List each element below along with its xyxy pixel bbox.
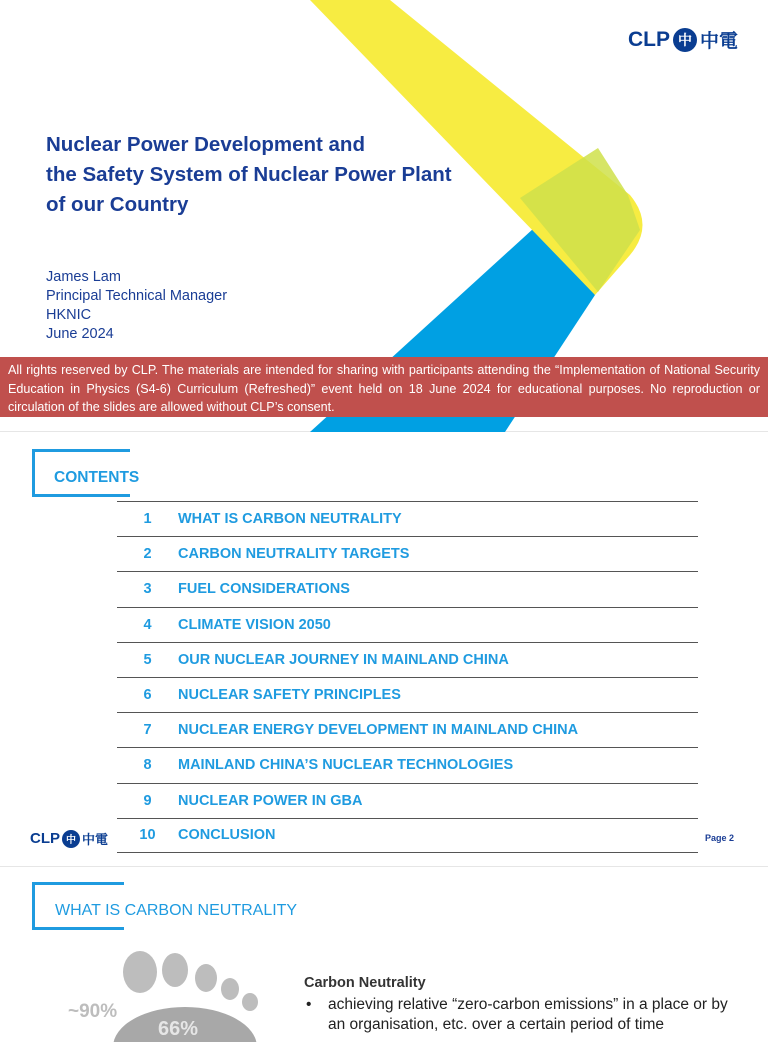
toc-label: NUCLEAR ENERGY DEVELOPMENT IN MAINLAND CHINA (178, 722, 579, 739)
toc-number: 5 (143, 651, 152, 668)
toc-label: CONCLUSION (178, 827, 276, 844)
toc-number: 4 (143, 616, 152, 633)
section-heading: WHAT IS CARBON NEUTRALITY (55, 902, 298, 919)
toc-row[interactable] (117, 677, 698, 712)
table-of-contents (117, 501, 698, 853)
page-number: Page 2 (705, 833, 735, 843)
title-slide (0, 0, 768, 432)
stat-left: ~90% (68, 1001, 118, 1022)
toc-label: NUCLEAR SAFETY PRINCIPLES (178, 687, 401, 704)
toc-label: NUCLEAR POWER IN GBA (178, 792, 363, 809)
toc-label: MAINLAND CHINA’S NUCLEAR TECHNOLOGIES (178, 757, 514, 774)
bullet-text: achieving relative “zero-carbon emissions” in a place or by an organisation, etc. over a certain period of time (328, 996, 728, 1033)
carbon-neutrality-title: Carbon Neutrality (304, 975, 426, 991)
contents-slide (0, 433, 768, 865)
logo-chinese: 中電 (699, 30, 738, 52)
toc-label: CLIMATE VISION 2050 (178, 616, 331, 633)
definition-bullet (306, 995, 746, 1035)
stat-main: 66% (158, 1018, 199, 1040)
title-line: the Safety System of Nuclear Power Plant (46, 163, 452, 186)
logo-text: CLP (30, 830, 60, 847)
author-org: HKNIC (46, 307, 92, 323)
toc-number: 1 (143, 511, 152, 528)
toc-number: 3 (143, 581, 152, 598)
toc-label: OUR NUCLEAR JOURNEY IN MAINLAND CHINA (178, 651, 509, 668)
footprint-icon (40, 942, 280, 1042)
toc-row[interactable] (117, 607, 698, 642)
toc-row[interactable] (117, 783, 698, 818)
toc-label: FUEL CONSIDERATIONS (178, 581, 350, 598)
title-line: of our Country (46, 193, 189, 216)
toc-row[interactable] (117, 501, 698, 536)
carbon-neutrality-slide (0, 866, 768, 1040)
title-line: Nuclear Power Development and (46, 133, 365, 156)
logo-chinese: 中電 (82, 833, 109, 848)
toc-row[interactable] (117, 642, 698, 677)
logo-text: CLP (627, 27, 670, 51)
toc-label: WHAT IS CARBON NEUTRALITY (178, 511, 402, 528)
toc-row[interactable] (117, 747, 698, 782)
bullet-icon: • (306, 996, 312, 1013)
clp-logo (628, 26, 738, 53)
toc-number: 8 (143, 757, 152, 774)
toc-number: 9 (143, 792, 152, 809)
author-block (46, 268, 227, 344)
toc-row[interactable] (117, 818, 698, 853)
toc-number: 10 (139, 827, 156, 844)
toc-number: 2 (143, 546, 152, 563)
author-name: James Lam (46, 269, 121, 285)
author-role: Principal Technical Manager (46, 288, 228, 304)
toc-row[interactable] (117, 712, 698, 747)
toc-row[interactable] (117, 536, 698, 571)
toc-number: 6 (143, 687, 152, 704)
logo-mark-icon: 中 (62, 830, 80, 848)
clp-logo (30, 829, 108, 848)
toc-label: CARBON NEUTRALITY TARGETS (178, 546, 410, 563)
toc-row[interactable] (117, 571, 698, 606)
presentation-date: June 2024 (46, 326, 114, 342)
presentation-title (46, 130, 486, 220)
contents-heading: CONTENTS (54, 469, 140, 486)
copyright-notice: All rights reserved by CLP. The materials are intended for sharing with participants attending the “Implementation of National Security Education in Physics (S4-6) Curriculum (Refreshed)” event held on 18 June 2024 for educational purposes. No reproduction or circulation of the slides are allowed without CLP’s consent. (0, 357, 768, 417)
toc-number: 7 (143, 722, 152, 739)
logo-mark-icon: 中 (673, 28, 697, 52)
